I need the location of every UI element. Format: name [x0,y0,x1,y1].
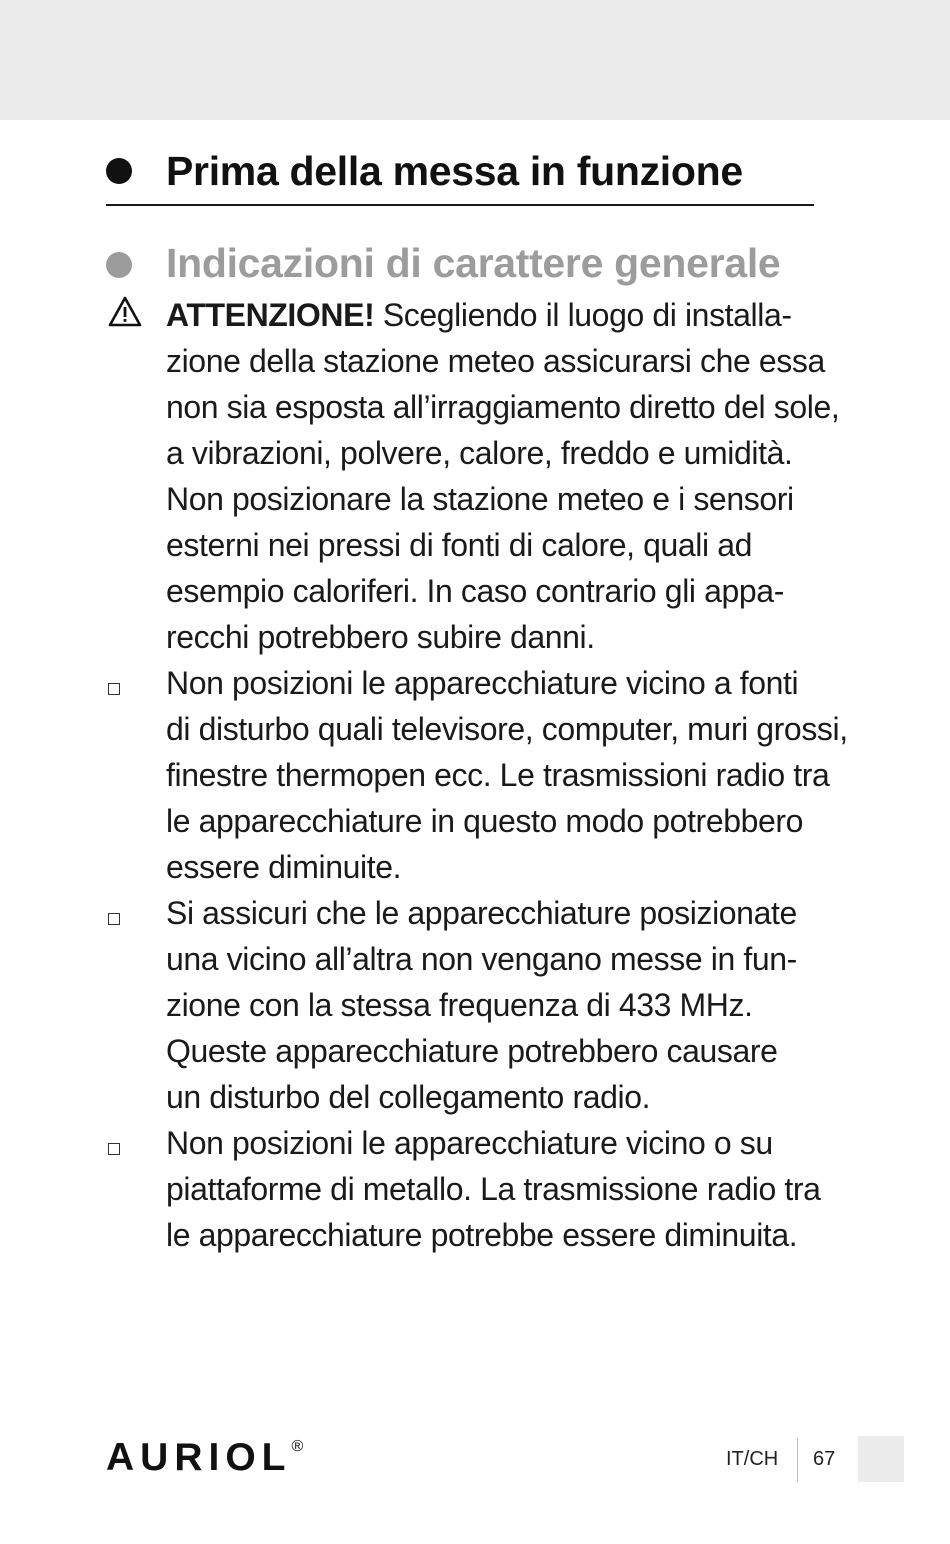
item-line: finestre thermopen ecc. Le trasmissioni radio tra [166,757,830,793]
bullet-dot-icon [106,252,132,278]
checkbox-square-icon [108,683,120,695]
subsection-heading [106,240,866,292]
item-line: zione con la stessa frequenza di 433 MHz. [166,987,753,1023]
item-line: le apparecchiature potrebbe essere diminuita. [166,1217,798,1253]
warning-triangle-icon [108,296,142,328]
warning-line: esempio caloriferi. In caso contrario gli appa- [166,573,784,609]
item-line: Non posizioni le apparecchiature vicino a fonti [166,665,799,701]
item-line: essere diminuite. [166,849,402,885]
warning-line: non sia esposta all’irraggiamento diretto del sole, [166,389,840,425]
section-heading [106,148,814,206]
item-line: le apparecchiature in questo modo potrebbero [166,803,804,839]
item-line: Non posizioni le apparecchiature vicino o su [166,1125,773,1161]
bullet-dot-icon [106,158,132,184]
subsection-title: Indicazioni di carattere generale [166,240,781,286]
footer-divider [797,1438,798,1482]
warning-line: ATTENZIONE! Scegliendo il luogo di installa- [166,297,792,333]
brand-wordmark: AURIOL [106,1436,292,1479]
section-title: Prima della messa in funzione [166,148,743,194]
warning-line: Non posizionare la stazione meteo e i sensori [166,481,794,517]
warning-line: zione della stazione meteo assicurarsi che essa [166,343,825,379]
item-line: piattaforme di metallo. La trasmissione radio tra [166,1171,821,1207]
page-tab-marker [858,1436,904,1482]
page-header-band [0,0,950,120]
item-line: una vicino all’altra non vengano messe in fun- [166,941,797,977]
checkbox-square-icon [108,913,120,925]
registered-mark: ® [291,1438,304,1455]
item-line: Queste apparecchiature potrebbero causare [166,1033,778,1069]
item-line: di disturbo quali televisore, computer, muri grossi, [166,711,848,747]
warning-line: a vibrazioni, polvere, calore, freddo e umidità. [166,435,793,471]
warning-line: recchi potrebbero subire danni. [166,619,595,655]
page-number: 67 [813,1448,836,1470]
warning-label: ATTENZIONE! [166,297,375,333]
item-line: un disturbo del collegamento radio. [166,1079,651,1115]
warning-line: esterni nei pressi di fonti di calore, quali ad [166,527,752,563]
language-code: IT/CH [726,1448,779,1470]
item-line: Si assicuri che le apparecchiature posizionate [166,895,797,931]
checkbox-square-icon [108,1143,120,1155]
brand-logo [106,1438,303,1478]
